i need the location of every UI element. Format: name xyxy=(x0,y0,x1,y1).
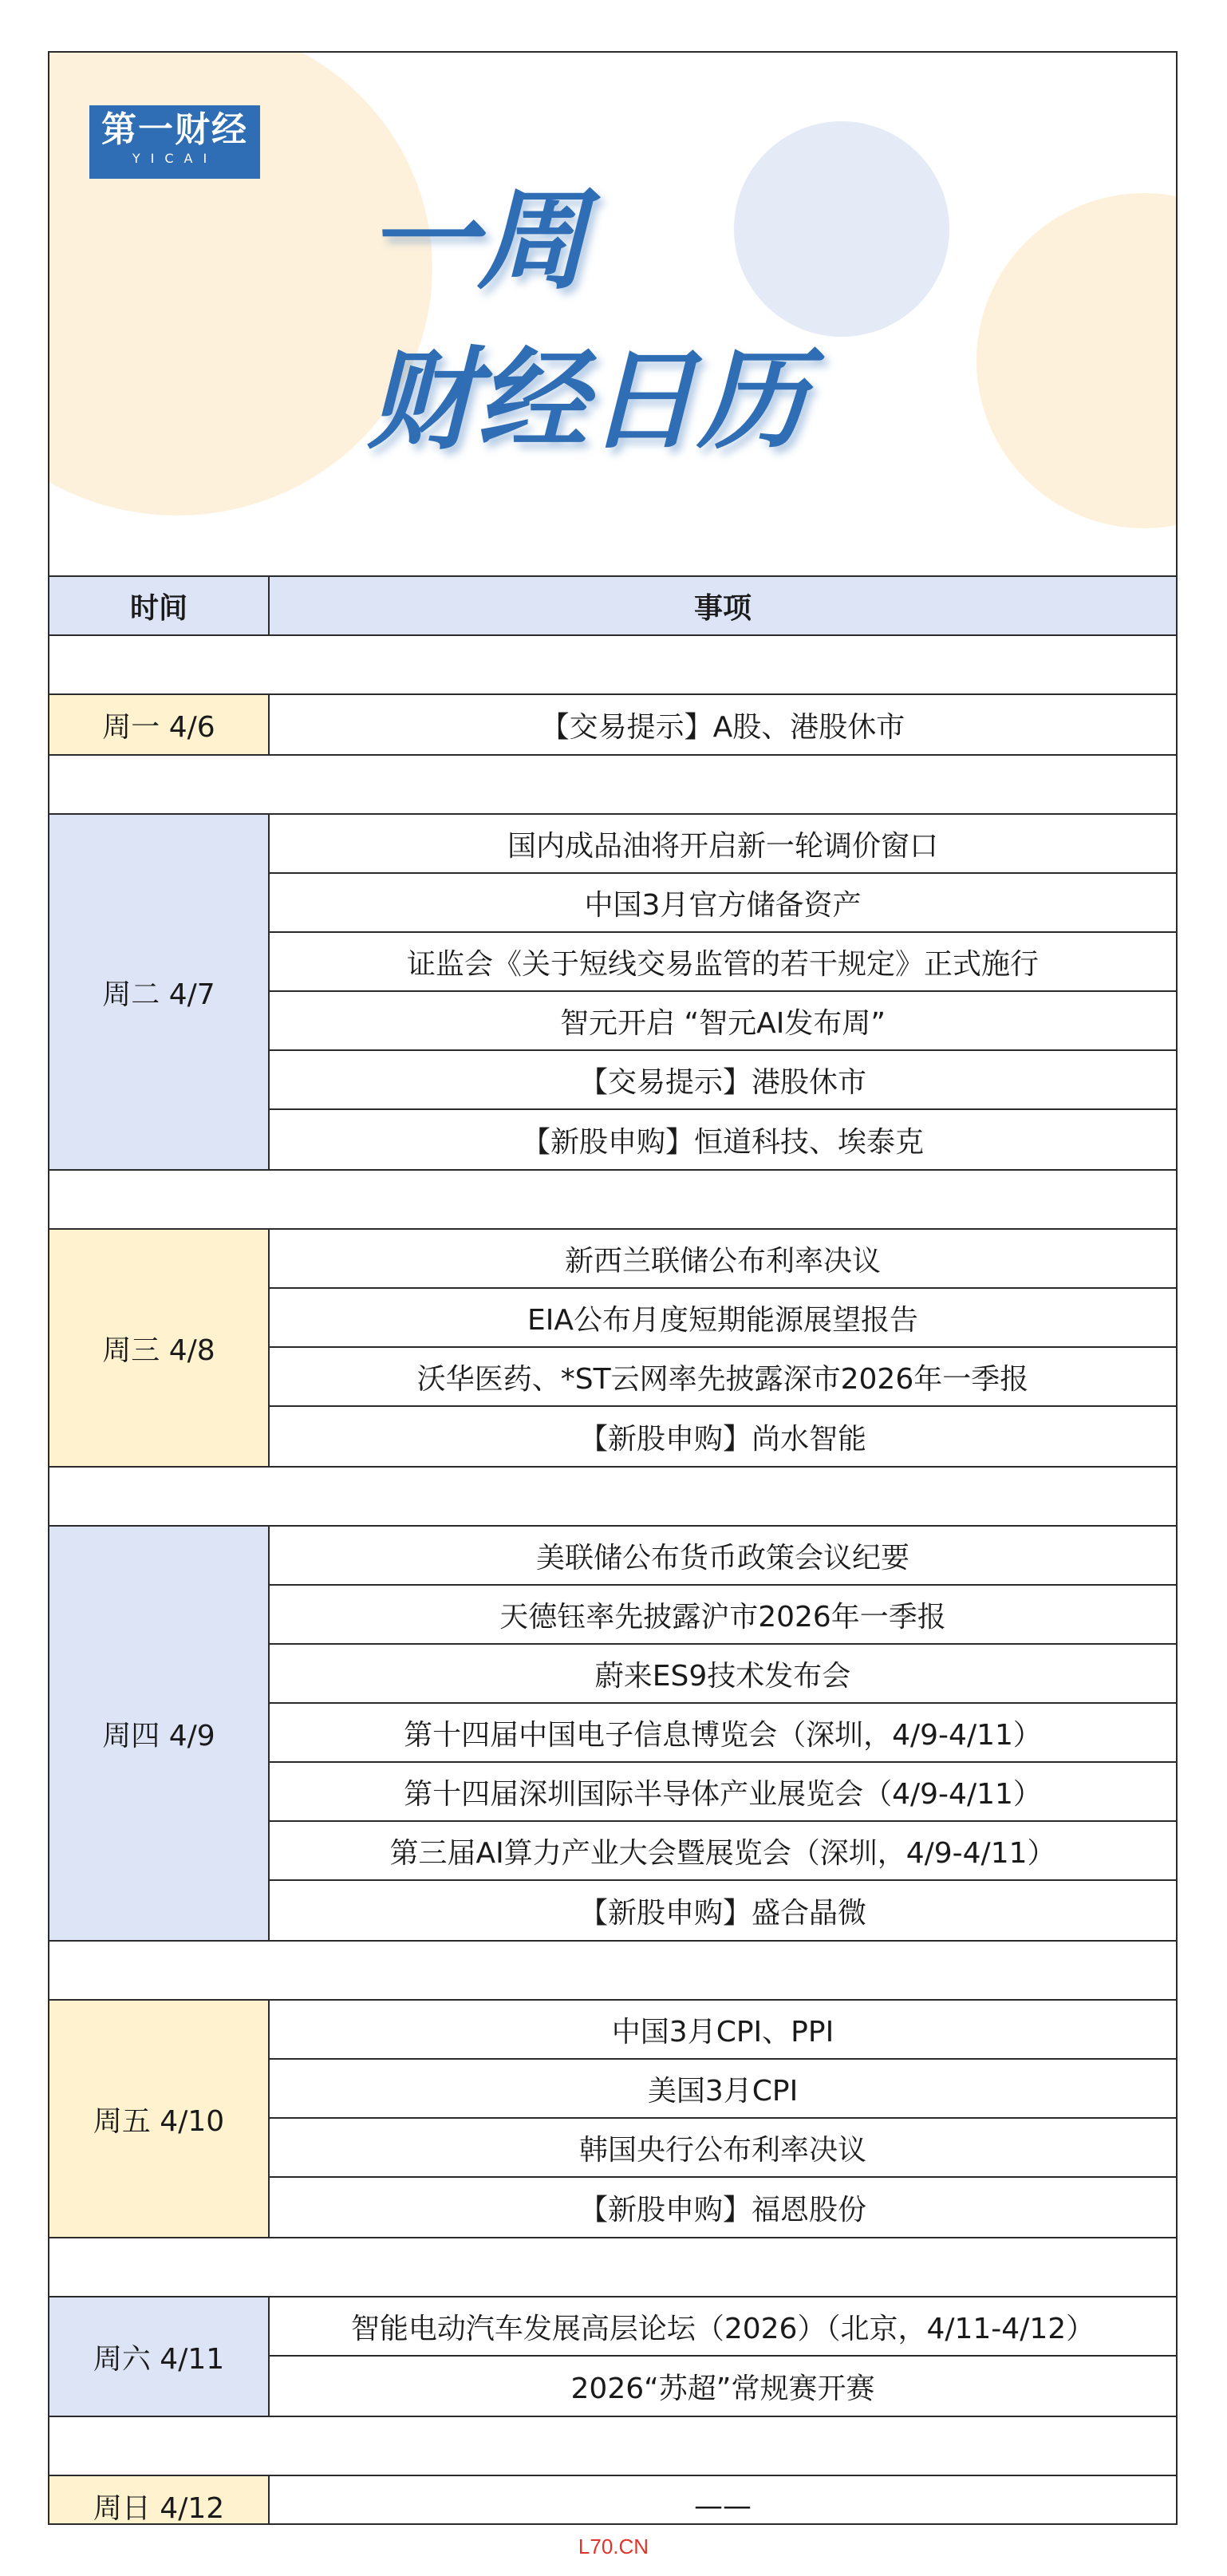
day-items xyxy=(270,2297,1176,2416)
event-item: 智元开启 “智元AI发布周” xyxy=(270,992,1176,1051)
spacer-row xyxy=(49,2417,1176,2476)
spacer-row xyxy=(49,1171,1176,1230)
decor-circle-blue xyxy=(734,121,949,337)
column-header-item: 事项 xyxy=(693,591,752,625)
day-date-cell: 周二 4/7 xyxy=(49,815,270,1169)
event-item: —— xyxy=(694,2489,752,2523)
day-date-cell: 周三 4/8 xyxy=(49,1230,270,1466)
event-item: 第三届AI算力产业大会暨展览会（深圳，4/9-4/11） xyxy=(270,1822,1176,1881)
event-item: 新西兰联储公布利率决议 xyxy=(270,1230,1176,1289)
calendar-frame xyxy=(48,51,1178,2525)
day-row xyxy=(49,2001,1176,2238)
day-items xyxy=(270,1527,1176,1940)
spacer-row xyxy=(49,1468,1176,1527)
yicai-logo xyxy=(89,105,260,179)
day-items xyxy=(270,2476,1176,2525)
footer-watermark: L70.CN xyxy=(578,2535,649,2558)
title-line-2: 财经日历 xyxy=(367,336,808,464)
event-item: 【新股申购】恒道科技、埃泰克 xyxy=(521,1125,924,1159)
event-item: 证监会《关于短线交易监管的若干规定》正式施行 xyxy=(270,933,1176,992)
spacer-row xyxy=(49,1942,1176,2001)
event-item: 【新股申购】福恩股份 xyxy=(578,2193,866,2226)
event-item: 美联储公布货币政策会议纪要 xyxy=(270,1527,1176,1586)
event-item: 第十四届中国电子信息博览会（深圳，4/9-4/11） xyxy=(270,1704,1176,1763)
event-item: 中国3月官方储备资产 xyxy=(270,874,1176,933)
event-item: 韩国央行公布利率决议 xyxy=(270,2119,1176,2178)
event-item: 国内成品油将开启新一轮调价窗口 xyxy=(270,815,1176,874)
day-items xyxy=(270,815,1176,1169)
day-date-cell: 周一 4/6 xyxy=(49,695,270,754)
event-item: 【交易提示】港股休市 xyxy=(270,1051,1176,1110)
event-item: 【交易提示】A股、港股休市 xyxy=(540,710,905,744)
event-item: 智能电动汽车发展高层论坛（2026）（北京，4/11-4/12） xyxy=(270,2297,1176,2357)
calendar-table xyxy=(49,575,1176,2525)
logo-main-text: 第一财经 xyxy=(101,109,248,150)
event-item: 美国3月CPI xyxy=(270,2060,1176,2119)
event-item: 天德钰率先披露沪市2026年一季报 xyxy=(270,1586,1176,1645)
event-item: 蔚来ES9技术发布会 xyxy=(270,1645,1176,1704)
event-item: 【新股申购】尚水智能 xyxy=(578,1422,866,1456)
day-row xyxy=(49,815,1176,1171)
event-item: 【新股申购】盛合晶微 xyxy=(578,1896,866,1930)
event-item: 中国3月CPI、PPI xyxy=(270,2001,1176,2060)
day-items xyxy=(270,695,1176,754)
header-banner xyxy=(49,53,1176,575)
decor-circle-right xyxy=(976,193,1176,528)
table-header-row xyxy=(49,577,1176,636)
day-items xyxy=(270,1230,1176,1466)
event-item: 沃华医药、*ST云网率先披露深市2026年一季报 xyxy=(270,1348,1176,1407)
day-row xyxy=(49,1230,1176,1468)
event-item: 2026“苏超”常规赛开赛 xyxy=(570,2372,875,2405)
day-items xyxy=(270,2001,1176,2237)
spacer-row xyxy=(49,2238,1176,2297)
day-date-cell: 周六 4/11 xyxy=(49,2297,270,2416)
event-item: EIA公布月度短期能源展望报告 xyxy=(270,1289,1176,1348)
day-row xyxy=(49,1527,1176,1942)
logo-sub-text: YICAI xyxy=(132,151,218,166)
day-date-cell: 周五 4/10 xyxy=(49,2001,270,2237)
column-header-time: 时间 xyxy=(49,577,270,634)
day-row xyxy=(49,695,1176,756)
title-line-1: 一周 xyxy=(367,176,588,305)
spacer-row xyxy=(49,756,1176,815)
day-date-cell: 周四 4/9 xyxy=(49,1527,270,1940)
spacer-row xyxy=(49,636,1176,695)
day-date-cell: 周日 4/12 xyxy=(49,2476,270,2525)
day-row xyxy=(49,2476,1176,2525)
day-row xyxy=(49,2297,1176,2417)
event-item: 第十四届深圳国际半导体产业展览会（4/9-4/11） xyxy=(270,1763,1176,1822)
